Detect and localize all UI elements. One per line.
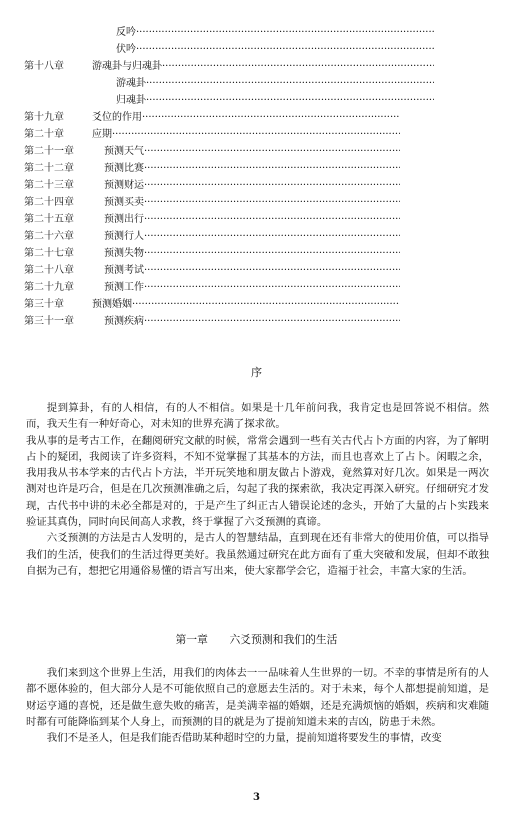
preface-paragraph: 我从事的是考古工作，在翻阅研究文献的时候，常常会遇到一些有关古代占卜方面的内容，为了解明占卜的疑团，我阅读了许多资料，不知不觉掌握了其基本的方法，而且也喜欢上了占卜。闲暇之余，我用我从书本学来的古代占卜方法，半开玩笑地和朋友做占卜游戏，竟然算对好几次。如果是一两次测对也许是巧合，但是在几次预测准确之后，勾起了我的探索欲，我决定再深入研究。仔细研究才发现，古代书中讲的未必全都是对的，于是产生了纠正古人错误论述的念头，开始了大量的占卜实践来验证其真伪，同时向民间高人求教，终于掌握了六爻预测的真谛。 [26,434,489,529]
toc-entry [0,245,513,262]
toc-entry-title: 预测财运 ····· [104,177,400,194]
toc-entry-title: 伏吟 ····· [116,41,434,58]
toc-chapter-number: 第二十一章 [24,146,74,157]
toc-chapter-number: 第二十四章 [24,197,74,208]
preface-title: 序 [251,366,262,379]
chapter-heading: 第一章 六爻预测和我们的生活 [175,633,338,646]
toc-entry-title: 预测失物 ····· [104,245,400,262]
toc-entry-title: 游魂卦 ····· [116,75,434,92]
toc-chapter-number: 第二十八章 [24,265,74,276]
toc-entry-title: 预测出行 ····· [104,211,400,228]
toc-entry [0,262,513,279]
table-of-contents [0,24,513,330]
chapter-paragraph: 我们来到这个世界上生活，用我们的肉体去一一品味着人生世界的一切。不幸的事情是所有的人都不愿体验的，但大部分人是不可能依照自己的意愿去生活的。对于未来，每个人都想提前知道，是财运亨通的喜悦，还是做生意失败的痛苦，是美满幸福的婚姻，还是充满烦恼的婚姻，疾病和灾难随时都有可能降临到某个人身上，而预测的目的就是为了提前知道未来的吉凶，防患于未然。 [26,667,489,728]
toc-chapter-number: 第二十二章 [24,163,74,174]
toc-entry [0,211,513,228]
toc-entry-title: 应期 ····· [92,126,400,143]
toc-entry-title: 游魂卦与归魂卦 ····· [92,58,434,75]
toc-entry [0,58,513,75]
toc-entry [0,296,513,313]
toc-entry [0,279,513,296]
preface-body [26,400,489,579]
toc-chapter-number: 第二十九章 [24,282,74,293]
toc-entry-title: 预测考试 ····· [104,262,400,279]
toc-entry-title: 预测行人 ····· [104,228,400,245]
toc-entry [0,126,513,143]
toc-entry-title: 归魂卦 ····· [116,92,434,109]
toc-entry-title: 预测工作 ····· [104,279,400,296]
toc-chapter-number: 第二十六章 [24,231,74,242]
toc-entry [0,228,513,245]
toc-entry-title: 预测婚姻 ····· [92,296,400,313]
toc-entry-title: 预测买卖 ····· [104,194,400,211]
chapter-paragraph: 我们不是圣人，但是我们能否借助某种超时空的力量，提前知道将要发生的事情，改变 [46,732,442,745]
toc-entry [0,24,513,41]
toc-entry [0,92,513,109]
toc-entry-title: 反吟 ····· [116,24,434,41]
toc-chapter-number: 第十八章 [24,61,64,72]
toc-entry-title: 爻位的作用 ····· [92,109,400,126]
toc-chapter-number: 第三十一章 [24,316,74,327]
toc-entry [0,194,513,211]
toc-entry-title: 预测比赛 ····· [104,160,400,177]
page-number: 3 [253,792,260,803]
toc-chapter-number: 第二十章 [24,129,64,140]
toc-chapter-number: 第二十七章 [24,248,74,259]
toc-chapter-number: 第十九章 [24,112,64,123]
preface-paragraph: 提到算卦，有的人相信，有的人不相信。如果是十几年前问我，我肯定也是回答说不相信。然而，我天生有一种好奇心，对未知的世界充满了探求欲。 [26,402,489,431]
toc-entry-title: 预测天气 ····· [104,143,400,160]
toc-entry [0,313,513,330]
toc-entry [0,41,513,58]
chapter-body [26,665,489,746]
toc-chapter-number: 第二十三章 [24,180,74,191]
toc-chapter-number: 第三十章 [24,299,64,310]
toc-entry-title: 预测疾病 ····· [104,313,400,330]
toc-entry [0,109,513,126]
toc-entry [0,160,513,177]
toc-chapter-number: 第二十五章 [24,214,74,225]
preface-paragraph: 六爻预测的方法是古人发明的，是古人的智慧结晶，直到现在还有非常大的使用价值，可以指导我们的生活，使我们的生活过得更美好。我虽然通过研究在此方面有了重大突破和发展，但却不敢独自据为己有，想把它用通俗易懂的语言写出来，使大家都学会它，造福于社会，丰富大家的生活。 [26,532,489,577]
toc-entry [0,143,513,160]
toc-entry [0,75,513,92]
toc-entry [0,177,513,194]
